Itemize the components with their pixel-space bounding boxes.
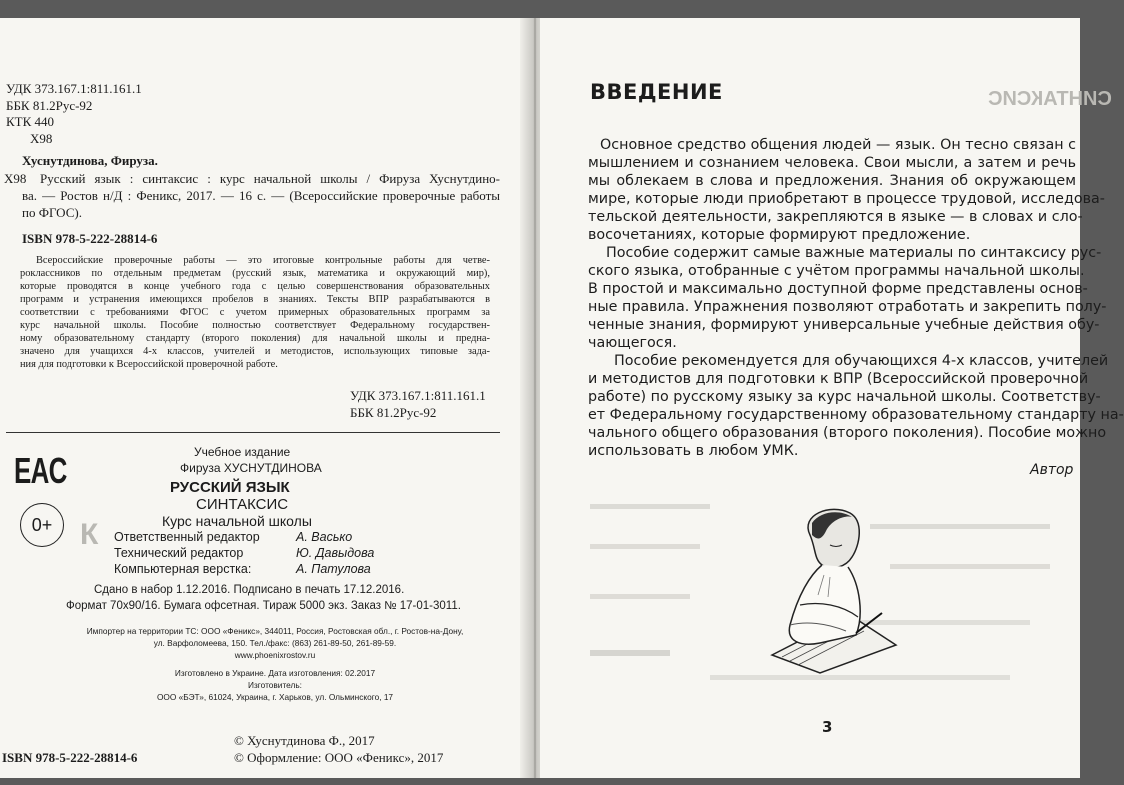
made-line-2: Изготовитель:	[248, 680, 302, 690]
annotation-line-2: роклассников по отдельным предметам (русский язык, математика и окружающий мир),	[20, 268, 490, 279]
age-rating-badge: 0+	[20, 503, 64, 547]
para1-line-5: тельской деятельности, закрепляются в языке — в словах и сло-	[588, 209, 1083, 225]
annotation-line-3: которые проводятся в конце учебного года с целью совершенствования образовательных	[20, 281, 490, 292]
made-line-1: Изготовлено в Украине. Дата изготовления: 02.2017	[174, 668, 376, 678]
annotation-line-7: ному образовательному стандарту (второго поколения) для начальной школы и предна-	[20, 333, 490, 344]
para2-line-3: В простой и максимально доступной форме представлены основ-	[588, 281, 1088, 297]
annotation-line-4: программ и устранения имеющихся пробелов в знаниях. Тексты ВПР разрабатываются в	[20, 294, 490, 305]
annotation-line-6: курс начальной школы. Пособие полностью соответствует Федеральному государствен-	[20, 320, 490, 331]
print-line-1: Сдано в набор 1.12.2016. Подписано в печать 17.12.2016.	[94, 584, 405, 596]
annotation-line-8: значено для учащихся 4-х классов, учителей и методистов, использующих типовые зада-	[20, 346, 490, 357]
credit-role-1: Ответственный редактор	[114, 530, 260, 544]
bib-margin-code: Х98	[4, 171, 27, 186]
copyright-author: © Хуснутдинова Ф., 2017	[234, 733, 375, 748]
bbk-bottom: ББК 81.2Рус-92	[350, 405, 437, 420]
eac-mark: EAC	[14, 450, 67, 491]
importer-line-3: www.phoenixrostov.ru	[234, 650, 316, 660]
para3-line-1: Пособие рекомендуется для обучающихся 4-х классов, учителей	[614, 353, 1109, 369]
divider	[6, 432, 500, 433]
annotation-line-5: соответствии с требованиями ФГОС с учетом примерных образовательных программ за	[20, 307, 490, 318]
para3-line-5: чального общего образования (второго поколения). Пособие можно	[588, 425, 1107, 441]
annotation-line-1: Всероссийские проверочные работы — это итоговые контрольные работы для четве-	[36, 255, 490, 266]
para3-line-6: использовать в любом УМК.	[588, 443, 799, 459]
importer-line-2: ул. Варфоломеева, 150. Тел./факс: (863) 261-89-50, 261-89-59.	[153, 638, 397, 648]
ktk-code: КТК 440	[6, 114, 55, 129]
para2-line-4: ные правила. Упражнения позволяют отработать и закрепить полу-	[588, 299, 1107, 315]
para1-line-6: восочетаниях, которые формируют предложение.	[588, 227, 971, 243]
para1-line-3: мы облекаем в слова и предложения. Знания об окружающем	[588, 173, 1076, 189]
importer-line-1: Импортер на территории ТС: ООО «Феникс», 344011, Россия, Ростовская обл., г. Ростов-на-Дону,	[86, 626, 464, 636]
author-mark-code: Х98	[30, 131, 53, 146]
illustration-writing-student	[760, 505, 900, 675]
isbn-bottom: ISBN 978-5-222-28814-6	[2, 750, 138, 765]
para1-line-2: мышлением и сознанием человека. Свои мысли, а затем и речь	[588, 155, 1076, 171]
page-number: 3	[822, 718, 833, 736]
credit-role-3: Компьютерная верстка:	[114, 562, 252, 576]
para3-line-4: ет Федеральному государственному образовательному стандарту на-	[588, 407, 1124, 423]
copyright-design: © Оформление: ООО «Феникс», 2017	[234, 750, 444, 765]
para2-line-1: Пособие содержит самые важные материалы по синтаксису рус-	[606, 245, 1102, 261]
para1-line-1: Основное средство общения людей — язык. Он тесно связан с	[600, 137, 1076, 153]
show-through: К	[80, 518, 101, 551]
made-line-3: ООО «БЭТ», 61024, Украина, г. Харьков, ул. Ольминского, 17	[156, 692, 394, 702]
edition-type: Учебное издание	[194, 445, 291, 459]
udk-bottom: УДК 373.167.1:811.161.1	[350, 388, 486, 403]
book-course: Курс начальной школы	[162, 513, 312, 529]
page-heading: ВВЕДЕНИЕ	[590, 80, 723, 104]
left-page	[0, 18, 530, 778]
credit-role-2: Технический редактор	[114, 546, 244, 560]
credit-name-3: А. Патулова	[296, 562, 371, 576]
bbk-top: ББК 81.2Рус-92	[6, 98, 93, 113]
udk-top: УДК 373.167.1:811.161.1	[6, 81, 142, 96]
author-heading: Хуснутдинова, Фируза.	[22, 153, 158, 168]
bib-line-1: Русский язык : синтаксис : курс начальной школы / Фируза Хуснутдино-	[40, 171, 500, 186]
book-subtitle: СИНТАКСИС	[196, 496, 289, 513]
para1-line-4: мире, которые люди приобретают в процессе трудовой, исследова-	[588, 191, 1105, 207]
print-line-2: Формат 70х90/16. Бумага офсетная. Тираж 5000 экз. Заказ № 17-01-3011.	[66, 600, 461, 612]
annotation-line-9: ния для подготовки к Всероссийской проверочной работе.	[20, 359, 278, 370]
book-title: РУССКИЙ ЯЗЫК	[170, 479, 290, 496]
credit-name-1: А. Васько	[296, 530, 353, 544]
bib-line-3: по ФГОС).	[22, 205, 82, 220]
show-through-heading: СИНТАКСИС	[988, 88, 1112, 110]
author-signature: Автор	[1030, 462, 1074, 478]
credit-name-2: Ю. Давыдова	[296, 546, 375, 560]
para2-line-5: ченные знания, формируют универсальные учебные действия обу-	[588, 317, 1100, 333]
isbn: ISBN 978-5-222-28814-6	[22, 231, 158, 246]
para3-line-3: работе) по русскому языку за курс начальной школы. Соответству-	[588, 389, 1101, 405]
para3-line-2: и методистов для подготовки к ВПР (Всероссийской проверочной	[588, 371, 1089, 387]
para2-line-6: чающегося.	[588, 335, 677, 351]
author-caps: Фируза ХУСНУТДИНОВА	[180, 461, 322, 475]
para2-line-2: ского языка, отобранные с учётом программы начальной школы.	[588, 263, 1085, 279]
bib-line-2: ва. — Ростов н/Д : Феникс, 2017. — 16 с. — (Всероссийские проверочные работы	[22, 188, 500, 203]
